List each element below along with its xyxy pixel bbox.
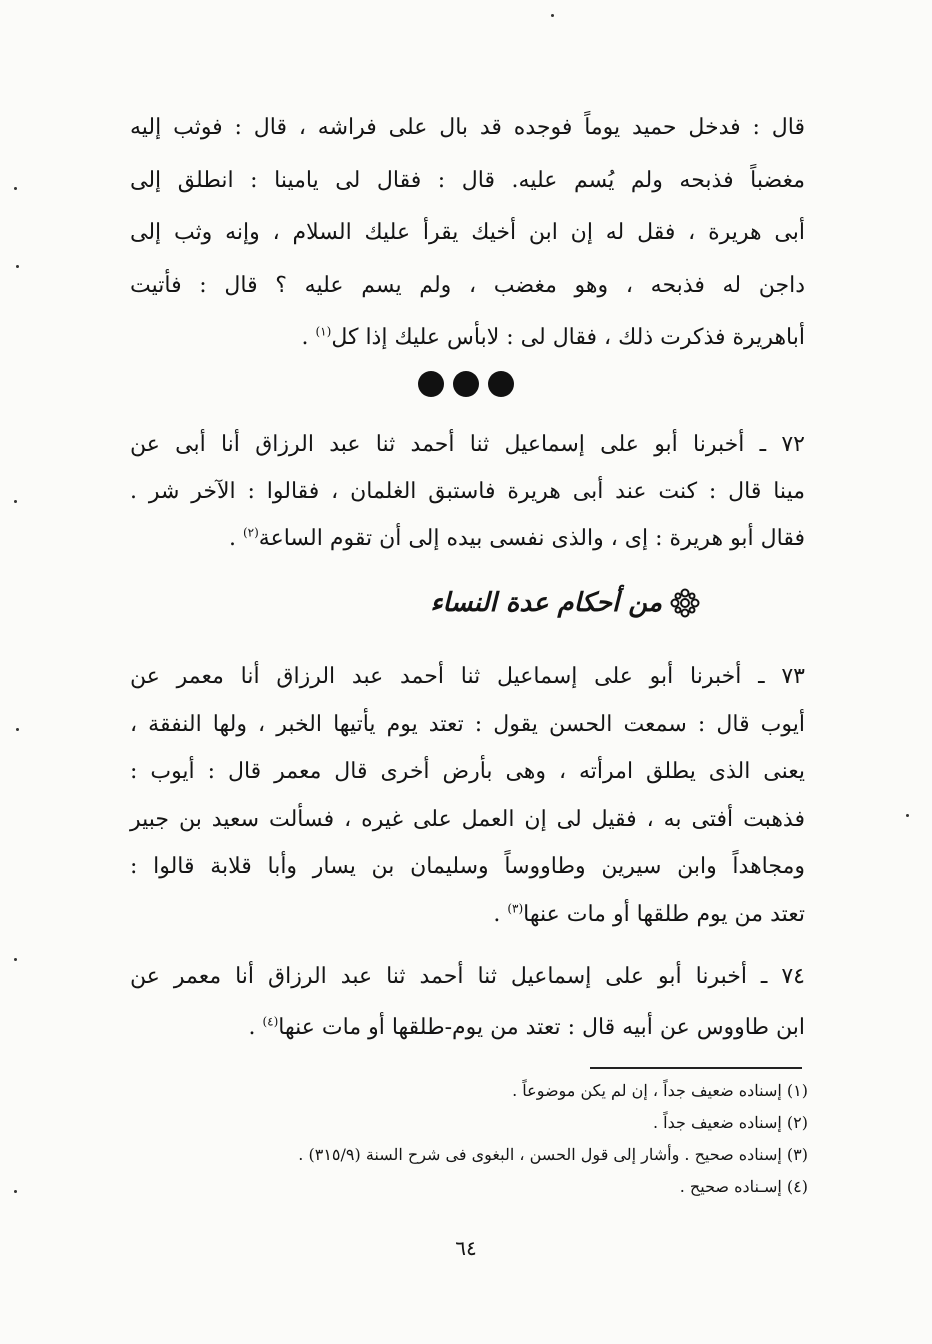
text-fragment: تعتد من يوم طلقها أو مات عنها — [523, 901, 805, 927]
footnotes — [140, 1075, 808, 1203]
text-line: داجن له فذبحه ، وهو مغضب ، ولم يسم عليه ؟ قال : فأتيت — [130, 272, 805, 298]
footnote: (٤) إسـناده صحيح . — [679, 1177, 808, 1196]
footnote-ref: (١) — [315, 324, 332, 339]
paragraph-73 — [130, 653, 805, 938]
separator-dot-icon — [488, 371, 514, 397]
scan-speck — [551, 14, 554, 17]
footnote: (٣) إسناده صحيح . وأشار إلى قول الحسن ، البغوى فى شرح السنة (٣١٥/٩) . — [298, 1145, 808, 1164]
text-fragment: أباهريرة فذكرت ذلك ، فقال لى : لابأس عليك إذا كل — [331, 325, 805, 350]
scan-speck — [14, 187, 17, 190]
text-fragment: فقال أبو هريرة : إى ، والذى نفسى بيده إلى أن تقوم الساعة — [258, 526, 805, 551]
text-line: مغضباً فذبحه ولم يُسم عليه. قال : فقال لى يامينا : انطلق إلى — [130, 167, 805, 193]
section-separator — [418, 370, 514, 398]
scan-speck — [906, 814, 909, 817]
sentence-end: . — [493, 901, 508, 927]
text-line-last — [130, 1002, 805, 1053]
text-line: ٧٣ ـ أخبرنا أبو على إسماعيل ثنا أحمد عبد الرزاق أنا معمر عن — [130, 664, 805, 689]
text-line-last — [130, 891, 805, 939]
text-line-last — [130, 312, 805, 365]
text-line: مينا قال : كنت عند أبى هريرة فاستبق الغلمان ، فقالوا : الآخر شر . — [130, 479, 805, 504]
text-line: أبى هريرة ، فقل له إن ابن أخيك يقرأ عليك السلام ، وإنه وثب إلى — [130, 220, 805, 245]
page-number: ٦٤ — [455, 1236, 477, 1260]
separator-dot-icon — [453, 371, 479, 397]
text-fragment: ابن طاووس عن أبيه قال : تعتد من يوم-طلقها أو مات عنها — [278, 1015, 805, 1040]
scan-speck — [14, 958, 17, 961]
footnote-ref: (٤) — [262, 1014, 279, 1029]
text-line: فذهبت أفتى به ، فقيل لى إن العمل على غيره ، فسألت سعيد بن جبير — [130, 806, 805, 832]
text-line: ومجاهداً وابن سيرين وطاووساً وسليمان بن يسار وأبا قلابة قالوا : — [130, 854, 805, 879]
footnote: (٢) إسناده ضعيف جداً . — [652, 1113, 808, 1132]
heading-text: من أحكام عدة النساء — [430, 588, 662, 618]
paragraph-1 — [130, 102, 805, 365]
text-line: أيوب قال : سمعت الحسن يقول : تعتد يوم يأتيها الخبر ، ولها النفقة ، — [130, 711, 805, 737]
footnote: (١) إسناده ضعيف جداً ، إن لم يكن موضوعاً . — [512, 1081, 808, 1100]
paragraph-72 — [130, 421, 805, 562]
footnote-ref: (٢) — [242, 525, 259, 540]
text-line: ٧٢ ـ أخبرنا أبو على إسماعيل ثنا أحمد ثنا عبد الرزاق أنا أبى عن — [130, 432, 805, 457]
sentence-end: . — [228, 526, 243, 551]
text-line-last — [130, 515, 805, 562]
scan-speck — [14, 1190, 17, 1193]
sentence-end: . — [248, 1015, 263, 1040]
scan-speck — [16, 265, 19, 268]
paragraph-74 — [130, 951, 805, 1053]
flower-ornament-icon — [670, 588, 700, 618]
separator-dot-icon — [418, 371, 444, 397]
footnote-rule — [590, 1067, 802, 1069]
section-heading — [300, 583, 700, 623]
text-line: ٧٤ ـ أخبرنا أبو على إسماعيل ثنا أحمد ثنا عبد الرزاق أنا معمر عن — [130, 964, 805, 989]
footnote-ref: (٣) — [507, 901, 524, 916]
scan-speck — [14, 500, 17, 503]
sentence-end: . — [301, 325, 316, 350]
text-line: يعنى الذى يطلق امرأته ، وهى بأرض أخرى قال معمر قال : أيوب : — [130, 759, 805, 784]
text-line: قال : فدخل حميد يوماً فوجده قد بال على فراشه ، قال : فوثب إليه — [130, 115, 805, 140]
scan-speck — [16, 728, 19, 731]
